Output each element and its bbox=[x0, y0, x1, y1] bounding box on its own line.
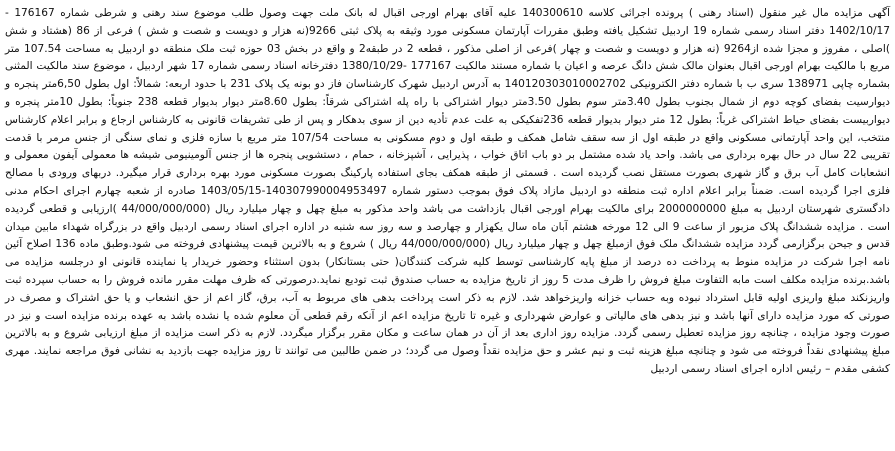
auction-notice-text: آگهی مزایده مال غیر منقول (اسناد رهنی ) پرونده اجرائی کلاسه 140300610 علیه آقای بهرام اورجی اقبال له بانک ملت جهت وصول طلب موضوع سند رهنی و شرطی شماره 176167 - 1402/10/17 دفتر اسناد رسمی شماره 19 اردبیل تشکیل یافته وطبق مقررات آپارتمان مسکونی مورد وثیقه به پلاک ثبتی 9266(نه هزار و دویست و شصت و شش ) فرعی از 86 (هشتاد و شش )اصلی ، مفروز و مجزا شده از9264 (نه هزار و دویست و شصت و چهار )فرعی از اصلی مذکور ، قطعه 2 در طبقه2 و واقع در بخش 03 حوزه ثبت ملک منطقه دو اردبیل به مساحت 107.54 متر مربع با مالکیت بهرام اورجی اقبال بعنوان مالک شش دانگ عرصه و اعیان با شماره مستند مالکیت 177167 -1380/10/29 دفترخانه اسناد رسمی شماره 17 شهر اردبیل ، موضوع سند مالکیت المثنی بشماره چاپی 138971 سری ب با شماره دفتر الکترونیکی 140120303010002702 به آدرس اردبیل شهرک کارشناسان فاز دو بونه یک پلاک 231 با حدود اربعه: شمالاً: اول بطول 6,50متر پنجره و دیوارسیت بفضای کوچه دوم از شمال بجنوب بطول 3.40متر سوم بطول 3.50متر دیوار اشتراکی با راه پله اشتراکی شرقاً: بطول 8.60متر دیوار بدیوار قطعه 238 جنوباً: بطول 10متر پنجره و دیواربیست بفضای حیاط اشتراکی غرباً: بطول 12 متر دیوار بدیوار قطعه 236تفکیکی به علت عدم تأدیه دین از سوی بدهکار و پس از طی تشریفات قانونی به کارشناس ارجاع و برابر اعلام کارشناس منتخب، این واحد آپارتمانی مسکونی واقع در طبقه اول از سه سقف شامل همکف و طبقه اول و دوم مسکونی به مساحت 107/54 متر مربع با سازه فلزی و نمای سنگی از جنس مرمر با قدمت تقریبی 22 سال در حال بهره برداری می باشد. واحد یاد شده مشتمل بر دو باب اتاق خواب ، پذیرایی ، آشپزخانه ، حمام ، دستشویی پنجره ها از جنس آلومینیومی شیشه ها معمولی آیفون معمولی و انشعابات کامل آب برق و گاز شهری بصورت مستقل نصب گردیده است . قسمتی از طبقه همکف بجای استفاده پارکینگ بصورت مسکونی مورد بهره برداری قرار میگیرد. دربهای ورودی با مصالح فلزی اجرا گردیده است. ضمناً برابر اعلام اداره ثبت منطقه دو اردبیل مازاد پلاک فوق بموجب دستور شماره 140307990004953497-1403/05/15 صادره از شعبه چهارم اجرای احکام مدنی دادگستری شهرستان اردبیل به مبلغ 2000000000 برای مالکیت بهرام اورجی اقبال بازداشت می باشد واحد مذکور به مبلغ چهل و چهار میلیارد ریال (44/000/000/000 )ارزیابی و قطعی گردیده است . مزایده ششدانگ پلاک مزبور از ساعت 9 الی 12 مورخه هشتم آبان ماه سال یکهزار و چهارصد و سه روز سه شنبه در اداره اجرای اسناد رسمی اردبیل واقع در بزرگراه شهداء مابین میدان قدس و جیحن برگزارمی گردد مزایده ششدانگ ملک فوق ازمبلغ چهل و چهار میلیارد ریال (44/000/000/000 ریال ) شروع و به بالاترین قیمت پیشنهادی فروخته می شود.وطبق ماده 136 اصلاح آئین نامه اجرا شرکت در مزایده منوط به پرداخت ده درصد از مبلغ پایه کارشناسی توسط کلیه شرکت کنندگان( حتی بستانکار) بدون استثناء وحضور خریدار یا نماینده قانونی او درجلسه مزایده می باشد.برنده مزایده مکلف است مابه التفاوت مبلغ فروش را ظرف مدت 5 روز از تاریخ مزایده به حساب صندوق ثبت تودیع نماید.درصورتی که ظرف مهلت مقرر مانده فروش را به حساب سپرده ثبت واریزنکند مبلغ واریزی اولیه قابل استرداد نبوده وبه حساب خزانه واریزخواهد شد. لازم به ذکر است پرداخت بدهی های مربوط به آب، برق، گاز اعم از حق انشعاب و یا حق اشتراک و مصرف در صورتی که مورد مزایده دارای آنها باشد و نیز بدهی های مالیاتی و عوارض شهرداری و غیره تا تاریخ مزایده اعم از آنکه رقم قطعی آن معلوم شده یا نشده باشد به عهده برنده مزایده است و نیز در صورت وجود مزایده ، چنانچه روز مزایده تعطیل رسمی گردد. مزایده روز اداری بعد از آن در همان ساعت و مکان مقرر برگزار میگردد. لازم به ذکر است مزایده از مبلغ ارزیابی شروع و به بالاترین مبلغ پیشنهادی نقداً فروخته می شود و چنانچه مبلغ هزینه ثبت و نیم عشر و حق مزایده نقداً وصول می گردد؛ در ضمن طالبین می توانند تا روز مزایده جهت بازدید به نشانی فوق مراجعه نمایند. مهری کشفی مقدم – رئیس اداره اجرای اسناد رسمی اردبیل bbox=[5, 7, 891, 375]
